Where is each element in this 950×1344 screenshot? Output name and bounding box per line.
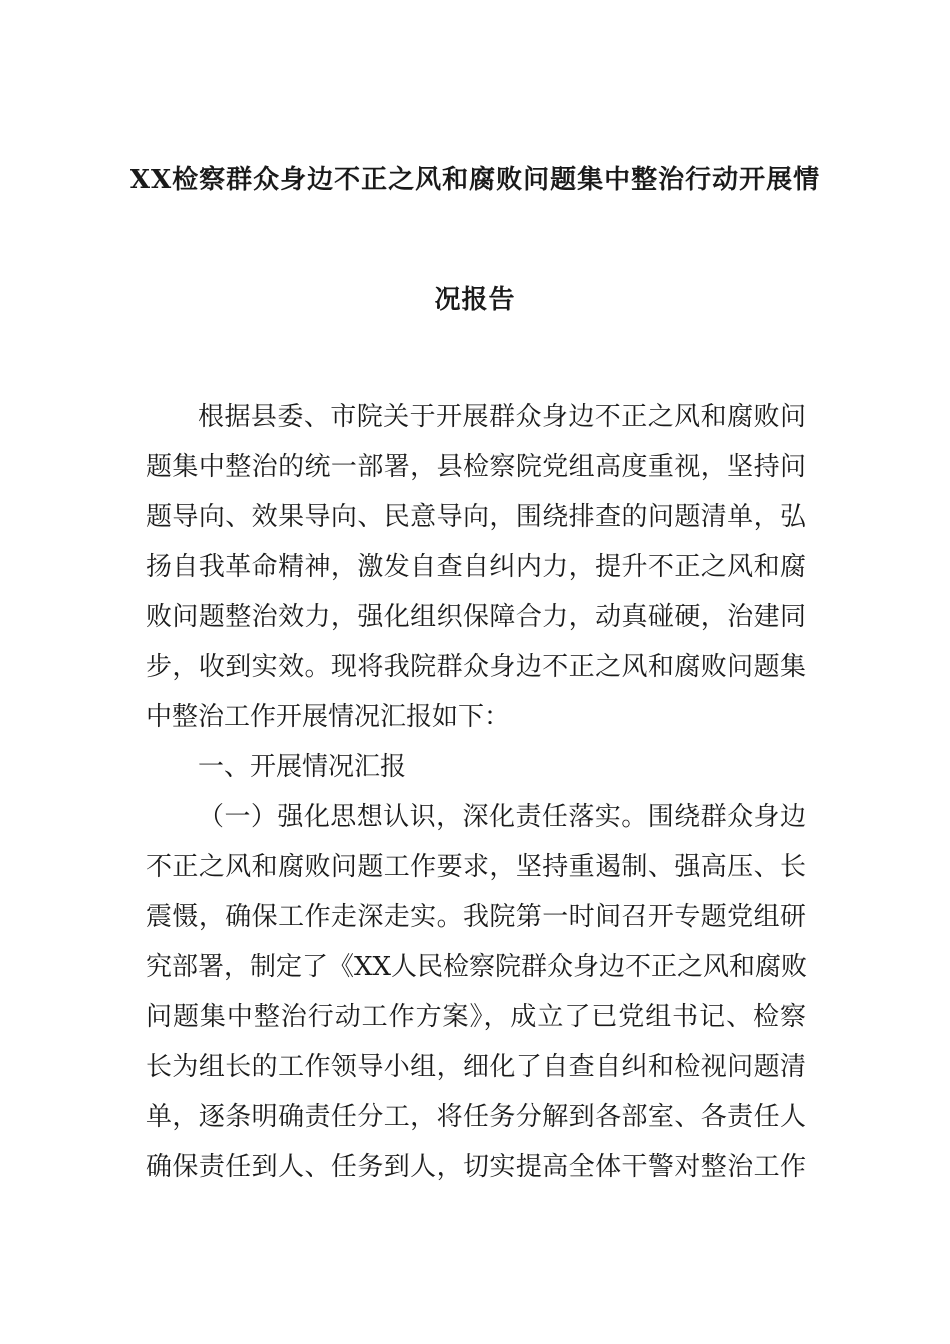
paragraph-line: 根据县委、市院关于开展群众身边不正之风和腐败问 [198, 402, 806, 432]
paragraph-line: 中整治工作开展情况汇报如下： [146, 702, 511, 732]
paragraph-line: 扬自我革命精神，激发自查自纠内力，提升不正之风和腐 [146, 552, 806, 582]
paragraph-line: 究部署，制定了《XX人民检察院群众身边不正之风和腐败 [146, 952, 808, 982]
paragraph-line: 题集中整治的统一部署，县检察院党组高度重视，坚持问 [146, 452, 806, 482]
paragraph-line: （一）强化思想认识，深化责任落实。围绕群众身边 [198, 802, 806, 832]
document-body [146, 392, 806, 1192]
paragraph-line: 长为组长的工作领导小组，细化了自查自纠和检视问题清 [146, 1052, 806, 1082]
document-title-line-2: 况报告 [434, 285, 516, 315]
section-heading: 一、开展情况汇报 [198, 752, 407, 782]
section-paragraph [146, 792, 806, 1192]
paragraph-line: 题导向、效果导向、民意导向，围绕排查的问题清单，弘 [146, 502, 806, 532]
paragraph-line: 单，逐条明确责任分工，将任务分解到各部室、各责任人 [146, 1102, 806, 1132]
paragraph-line: 震慑，确保工作走深走实。我院第一时间召开专题党组研 [146, 902, 806, 932]
intro-paragraph [146, 392, 806, 742]
paragraph-line: 步，收到实效。现将我院群众身边不正之风和腐败问题集 [146, 652, 806, 682]
paragraph-line: 败问题整治效力，强化组织保障合力，动真碰硬，治建同 [146, 602, 806, 632]
paragraph-line: 确保责任到人、任务到人，切实提高全体干警对整治工作 [146, 1152, 806, 1182]
document-title-line-1: XX检察群众身边不正之风和腐败问题集中整治行动开展情 [129, 165, 821, 195]
paragraph-line: 问题集中整治行动工作方案》，成立了已党组书记、检察 [146, 1002, 806, 1032]
paragraph-line: 不正之风和腐败问题工作要求，坚持重遏制、强高压、长 [146, 852, 806, 882]
